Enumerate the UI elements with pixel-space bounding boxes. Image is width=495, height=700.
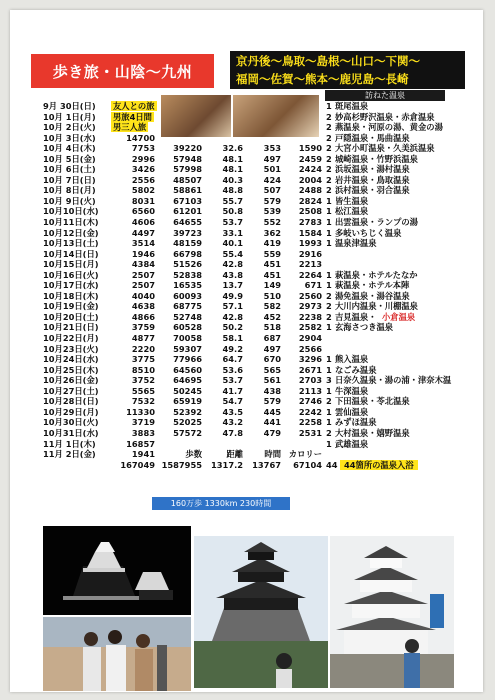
cell-cum: 50245 [173, 385, 202, 396]
cell-date: 10月30日(火) [43, 417, 99, 428]
table-row [43, 428, 483, 439]
table-row [43, 365, 483, 376]
cell-cum: 64655 [173, 217, 202, 228]
cell-steps: 3719 [131, 417, 155, 428]
cell-hr: 687 [263, 333, 281, 344]
cell-steps: 1946 [131, 248, 155, 259]
cell-date: 10月28日(日) [43, 396, 99, 407]
cell-steps: 4606 [131, 217, 155, 228]
cell-km: 53.6 [222, 364, 243, 375]
cell-date: 10月27日(土) [43, 385, 99, 396]
cell-onsen: 松江温泉 [335, 206, 369, 217]
cell-steps: 3775 [131, 354, 155, 365]
cell-steps: 4877 [131, 333, 155, 344]
cell-cal: 2916 [298, 248, 322, 259]
cell-date: 10月14日(日) [43, 248, 99, 259]
cell-hr: 362 [263, 227, 281, 238]
cell-date: 10月17日(水) [43, 280, 99, 291]
cell-cum: 52392 [173, 406, 202, 417]
cell-km: 53.7 [222, 375, 243, 386]
cell-cal: 2113 [298, 385, 322, 396]
cell-steps: 2507 [131, 280, 155, 291]
cell-onsen: 岩井温泉・鳥取温泉 [335, 174, 410, 185]
cell-onsen: 多岐いちじく温泉 [335, 227, 402, 238]
cell-km: 47.8 [222, 427, 243, 438]
cell-onsen: 燕温泉・河原の湯、黄金の湯 [335, 122, 443, 133]
cell-steps: 8031 [131, 195, 155, 206]
cell-date: 10月22日(月) [43, 333, 99, 344]
cell-km: 40.1 [222, 238, 243, 249]
cell-cal: 2213 [298, 259, 322, 270]
trip-tag: 男三人旅 [113, 122, 147, 133]
cell-km: 55.4 [222, 248, 243, 259]
cell-onsen: 萩温泉・ホテルたなか [335, 269, 418, 280]
cell-cal: 2424 [298, 164, 322, 175]
cell-hr: 582 [263, 301, 281, 312]
cell-hr: 670 [263, 354, 281, 365]
cell-date: 10月 4日(木) [43, 143, 96, 154]
cell-onsen: 城崎温泉・竹野浜温泉 [335, 153, 418, 164]
cell-hr: 353 [263, 143, 281, 154]
cell-cal: 2531 [298, 427, 322, 438]
table-row [43, 143, 483, 154]
table-row [43, 322, 483, 333]
cell-num: 1 [326, 269, 332, 280]
header-km: 距離 [226, 449, 243, 460]
cell-num: 2 [326, 427, 332, 438]
cell-steps: 4384 [131, 259, 155, 270]
cell-onsen: 玄海さつき温泉 [335, 322, 394, 333]
cell-steps: 6560 [131, 206, 155, 217]
table-row [43, 344, 483, 355]
cell-onsen: 武雄温泉 [335, 438, 369, 449]
table-row [43, 270, 483, 281]
cell-km: 42.8 [222, 259, 243, 270]
cell-hr: 561 [263, 375, 281, 386]
cell-km: 32.6 [222, 143, 243, 154]
cell-hr: 451 [263, 259, 281, 270]
total-num: 44 [326, 459, 338, 470]
table-row [43, 217, 483, 228]
cell-km: 57.1 [222, 301, 243, 312]
cell-km: 43.8 [222, 269, 243, 280]
cell-date: 10月20日(土) [43, 311, 99, 322]
cell-steps: 5802 [131, 185, 155, 196]
cell-cum: 65919 [173, 396, 202, 407]
cell-cum: 70058 [173, 333, 202, 344]
cell-num: 2 [326, 396, 332, 407]
cell-onsen: なごみ温泉 [335, 364, 377, 375]
route-line-2: 福岡〜佐賀〜熊本〜鹿児島〜長崎 [236, 72, 409, 86]
cell-num: 2 [326, 122, 332, 133]
cell-onsen: 妙高杉野沢温泉・赤倉温泉 [335, 111, 435, 122]
cell-num: 2 [326, 290, 332, 301]
cell-steps: 8510 [131, 364, 155, 375]
cell-num: 1 [326, 417, 332, 428]
table-row [43, 164, 483, 175]
cell-cal: 2783 [298, 217, 322, 228]
cell-date: 10月 3日(水) [43, 132, 96, 143]
cell-km: 64.7 [222, 354, 243, 365]
table-row [43, 206, 483, 217]
total-cal: 67104 [293, 459, 322, 470]
cell-cal: 2824 [298, 195, 322, 206]
cell-cum: 60528 [173, 322, 202, 333]
cell-cal: 1590 [298, 143, 322, 154]
cell-cal: 2973 [298, 301, 322, 312]
cell-onsen: 皆生温泉 [335, 195, 369, 206]
cell-hr: 479 [263, 427, 281, 438]
cell-cum: 77966 [173, 354, 202, 365]
cell-onsen: 湯免温泉・湯谷温泉 [335, 290, 410, 301]
cell-km: 48.1 [222, 164, 243, 175]
cell-num: 1 [326, 238, 332, 249]
cell-onsen: 斑尾温泉 [335, 101, 369, 111]
cell-km: 43.5 [222, 406, 243, 417]
cell-hr: 451 [263, 269, 281, 280]
cell-km: 41.7 [222, 385, 243, 396]
cell-cal: 2703 [298, 375, 322, 386]
cell-num: 1 [326, 280, 332, 291]
cell-steps: 7753 [131, 143, 155, 154]
cell-steps: 2996 [131, 153, 155, 164]
cell-num: 2 [326, 111, 332, 122]
total-km: 1317.2 [211, 459, 244, 470]
cell-date: 10月15日(月) [43, 259, 99, 270]
onsen-column-header: 訪ねた温泉 [325, 90, 445, 101]
cell-steps: 7532 [131, 396, 155, 407]
cell-cum: 52838 [173, 269, 202, 280]
cell-hr: 438 [263, 385, 281, 396]
cell-num: 1 [326, 101, 332, 111]
cell-cal: 2242 [298, 406, 322, 417]
table-row [43, 417, 483, 428]
cell-date: 10月11日(木) [43, 217, 99, 228]
header-date: 11月 2日(金) [43, 449, 96, 460]
column-header-row [43, 449, 483, 460]
cell-date: 10月21日(日) [43, 322, 99, 333]
table-row [43, 249, 483, 260]
cell-cal: 2238 [298, 311, 322, 322]
cell-steps: 4638 [131, 301, 155, 312]
cell-num: 2 [326, 143, 332, 154]
cell-onsen: 浜坂温泉・湯村温泉 [335, 164, 410, 175]
page-title: 歩き旅・山陰〜九州 [31, 54, 214, 88]
cell-date: 10月13日(土) [43, 238, 99, 249]
cell-steps: 5565 [131, 385, 155, 396]
cell-cum: 57998 [173, 164, 202, 175]
cell-date: 10月29日(月) [43, 406, 99, 417]
cell-cal: 2488 [298, 185, 322, 196]
photo-white-castle [330, 536, 454, 688]
cell-date: 10月16日(火) [43, 269, 99, 280]
cell-cum: 51526 [173, 259, 202, 270]
cell-cal: 2264 [298, 269, 322, 280]
cell-km: 50.2 [222, 322, 243, 333]
cell-cal: 2508 [298, 206, 322, 217]
cell-date: 10月 1日(月) [43, 111, 96, 122]
cell-cal: 2582 [298, 322, 322, 333]
cell-km: 42.8 [222, 311, 243, 322]
table-row [43, 333, 483, 344]
table-row [43, 312, 483, 323]
header-steps: 1941 [131, 449, 155, 460]
cell-hr: 497 [263, 343, 281, 354]
cell-date: 10月26日(金) [43, 375, 99, 386]
cell-date: 10月 7日(日) [43, 174, 96, 185]
cell-cum: 52748 [173, 311, 202, 322]
cell-num: 2 [326, 153, 332, 164]
photo-castle-night [43, 526, 191, 615]
cell-cum: 59307 [173, 343, 202, 354]
cell-date: 10月 8日(月) [43, 185, 96, 196]
total-cum: 1587955 [161, 459, 202, 470]
cell-cum: 39220 [173, 143, 202, 154]
table-row [43, 301, 483, 312]
cell-onsen: 雲仙温泉 [335, 406, 369, 417]
cell-cum: 68775 [173, 301, 202, 312]
cell-num: 2 [326, 311, 332, 322]
cell-cum: 61201 [173, 206, 202, 217]
cell-hr: 579 [263, 396, 281, 407]
cell-date: 10月19日(金) [43, 301, 99, 312]
cell-steps: 3514 [131, 238, 155, 249]
cell-steps: 3426 [131, 164, 155, 175]
total-hr: 13767 [252, 459, 281, 470]
cell-steps: 11330 [126, 406, 155, 417]
cell-cum: 58861 [173, 185, 202, 196]
cell-date: 10月18日(木) [43, 290, 99, 301]
cell-km: 49.2 [222, 343, 243, 354]
cell-km: 53.7 [222, 217, 243, 228]
cell-cum: 60093 [173, 290, 202, 301]
cell-hr: 501 [263, 164, 281, 175]
cell-onsen: 吉見温泉・ [335, 311, 377, 322]
table-row [43, 196, 483, 207]
route-line-1: 京丹後〜鳥取〜島根〜山口〜下関〜 [236, 54, 420, 68]
table-row [43, 175, 483, 186]
table-row [43, 101, 483, 112]
cell-num: 1 [326, 322, 332, 333]
cell-km: 13.7 [222, 280, 243, 291]
cell-cal: 2566 [298, 343, 322, 354]
cell-steps: 14700 [126, 132, 155, 143]
cell-onsen: 熊入温泉 [335, 354, 369, 365]
cell-onsen: 大村温泉・嬉野温泉 [335, 427, 410, 438]
cell-steps: 4497 [131, 227, 155, 238]
cell-num: 2 [326, 132, 332, 143]
table-row [43, 133, 483, 144]
cell-date: 10月10日(水) [43, 206, 99, 217]
header-hr: 時間 [264, 449, 281, 460]
cell-km: 58.1 [222, 333, 243, 344]
walk-log-table [43, 101, 483, 470]
cell-cal: 2004 [298, 174, 322, 185]
cell-hr: 565 [263, 364, 281, 375]
cell-steps: 3883 [131, 427, 155, 438]
cell-hr: 518 [263, 322, 281, 333]
header-cal: カロリー [288, 449, 322, 460]
cell-hr: 559 [263, 248, 281, 259]
table-row [43, 112, 483, 123]
table-row [43, 439, 483, 450]
cell-cal: 1584 [298, 227, 322, 238]
cell-steps: 2507 [131, 269, 155, 280]
route-banner [230, 51, 465, 89]
cell-date: 10月 5日(金) [43, 153, 96, 164]
cell-steps: 4040 [131, 290, 155, 301]
cell-hr: 552 [263, 217, 281, 228]
cell-date: 11月 1日(木) [43, 438, 96, 449]
cell-cal: 2746 [298, 396, 322, 407]
table-row [43, 122, 483, 133]
cell-onsen: みずほ温泉 [335, 417, 377, 428]
photo-matsue-castle [194, 536, 328, 688]
cell-steps: 2220 [131, 343, 155, 354]
cell-cum: 64560 [173, 364, 202, 375]
cell-steps: 3752 [131, 375, 155, 386]
cell-cal: 2459 [298, 153, 322, 164]
cell-km: 54.7 [222, 396, 243, 407]
cell-onsen: 牛深温泉 [335, 385, 369, 396]
cell-km: 55.7 [222, 195, 243, 206]
cell-num: 1 [326, 385, 332, 396]
cell-date: 10月 9日(火) [43, 195, 96, 206]
cell-km: 50.8 [222, 206, 243, 217]
cell-hr: 539 [263, 206, 281, 217]
cell-km: 49.9 [222, 290, 243, 301]
total-onsen-label: 44箇所の温泉入浴 [340, 460, 418, 471]
cell-date: 10月12日(金) [43, 227, 99, 238]
cell-date: 10月 6日(土) [43, 164, 96, 175]
cell-onsen: 浜村温泉・羽合温泉 [335, 185, 410, 196]
table-row [43, 228, 483, 239]
cell-num: 1 [326, 354, 332, 365]
table-row [43, 259, 483, 270]
cell-onsen-highlight: 小倉温泉 [382, 311, 416, 322]
cell-date: 10月31日(水) [43, 427, 99, 438]
cell-onsen: 出雲温泉・ランプの湯 [335, 217, 418, 228]
table-row [43, 386, 483, 397]
cell-cum: 66798 [173, 248, 202, 259]
cell-hr: 507 [263, 185, 281, 196]
table-row [43, 280, 483, 291]
cell-num: 2 [326, 174, 332, 185]
cell-hr: 452 [263, 311, 281, 322]
cell-steps: 4866 [131, 311, 155, 322]
table-row [43, 154, 483, 165]
total-steps: 167049 [120, 459, 155, 470]
cell-cum: 48507 [173, 174, 202, 185]
cell-cum: 39723 [173, 227, 202, 238]
cell-onsen: 大宮小町温泉・久美浜温泉 [335, 143, 435, 154]
cell-km: 43.2 [222, 417, 243, 428]
cell-date: 9月 30日(日) [43, 101, 96, 111]
cell-km: 48.8 [222, 185, 243, 196]
cell-num: 3 [326, 375, 332, 386]
cell-cum: 16535 [173, 280, 202, 291]
cell-date: 10月25日(木) [43, 364, 99, 375]
totals-row [43, 460, 483, 471]
trip-tag: 友人との旅 [113, 101, 155, 111]
cell-cum: 64695 [173, 375, 202, 386]
cell-hr: 419 [263, 238, 281, 249]
cell-cal: 2258 [298, 417, 322, 428]
cell-hr: 510 [263, 290, 281, 301]
table-row [43, 407, 483, 418]
cell-cum: 57948 [173, 153, 202, 164]
cell-cum: 57572 [173, 427, 202, 438]
cell-onsen: 戸隠温泉・馬曲温泉 [335, 132, 410, 143]
summary-bar: 160万歩 1330km 230時間 [152, 497, 290, 510]
cell-cal: 2904 [298, 333, 322, 344]
cell-num: 1 [326, 438, 332, 449]
cell-onsen: 大川内温泉・川棚温泉 [335, 301, 418, 312]
cell-km: 33.1 [222, 227, 243, 238]
trip-tag: 男旅4日間 [113, 111, 152, 122]
cell-cal: 1993 [298, 238, 322, 249]
cell-num: 2 [326, 185, 332, 196]
cell-km: 40.3 [222, 174, 243, 185]
table-row [43, 185, 483, 196]
cell-onsen: 日奈久温泉・湯の浦・津奈木温 [335, 375, 452, 386]
table-row [43, 238, 483, 249]
photo-hikers [43, 617, 191, 691]
cell-km: 48.1 [222, 153, 243, 164]
cell-cal: 3296 [298, 354, 322, 365]
cell-steps: 2556 [131, 174, 155, 185]
table-row [43, 396, 483, 407]
cell-onsen: 温泉津温泉 [335, 238, 377, 249]
header-cum: 歩数 [185, 449, 202, 460]
cell-steps: 16857 [126, 438, 155, 449]
table-row [43, 291, 483, 302]
cell-hr: 441 [263, 417, 281, 428]
cell-num: 2 [326, 301, 332, 312]
cell-date: 10月 2日(火) [43, 122, 96, 133]
cell-onsen: 下田温泉・苓北温泉 [335, 396, 410, 407]
cell-num: 1 [326, 206, 332, 217]
cell-cum: 67103 [173, 195, 202, 206]
cell-cum: 52025 [173, 417, 202, 428]
cell-num: 1 [326, 217, 332, 228]
cell-onsen: 萩温泉・ホテル本陣 [335, 280, 410, 291]
table-row [43, 375, 483, 386]
cell-hr: 424 [263, 174, 281, 185]
cell-cal: 671 [304, 280, 322, 291]
cell-hr: 579 [263, 195, 281, 206]
cell-cum: 48159 [173, 238, 202, 249]
cell-num: 1 [326, 195, 332, 206]
cell-num: 2 [326, 164, 332, 175]
cell-hr: 445 [263, 406, 281, 417]
cell-cal: 2560 [298, 290, 322, 301]
cell-cal: 2671 [298, 364, 322, 375]
cell-date: 10月24日(水) [43, 354, 99, 365]
table-row [43, 354, 483, 365]
cell-hr: 497 [263, 153, 281, 164]
cell-steps: 3759 [131, 322, 155, 333]
cell-num: 1 [326, 406, 332, 417]
cell-hr: 149 [263, 280, 281, 291]
cell-date: 10月23日(火) [43, 343, 99, 354]
cell-num: 1 [326, 364, 332, 375]
cell-num: 1 [326, 227, 332, 238]
